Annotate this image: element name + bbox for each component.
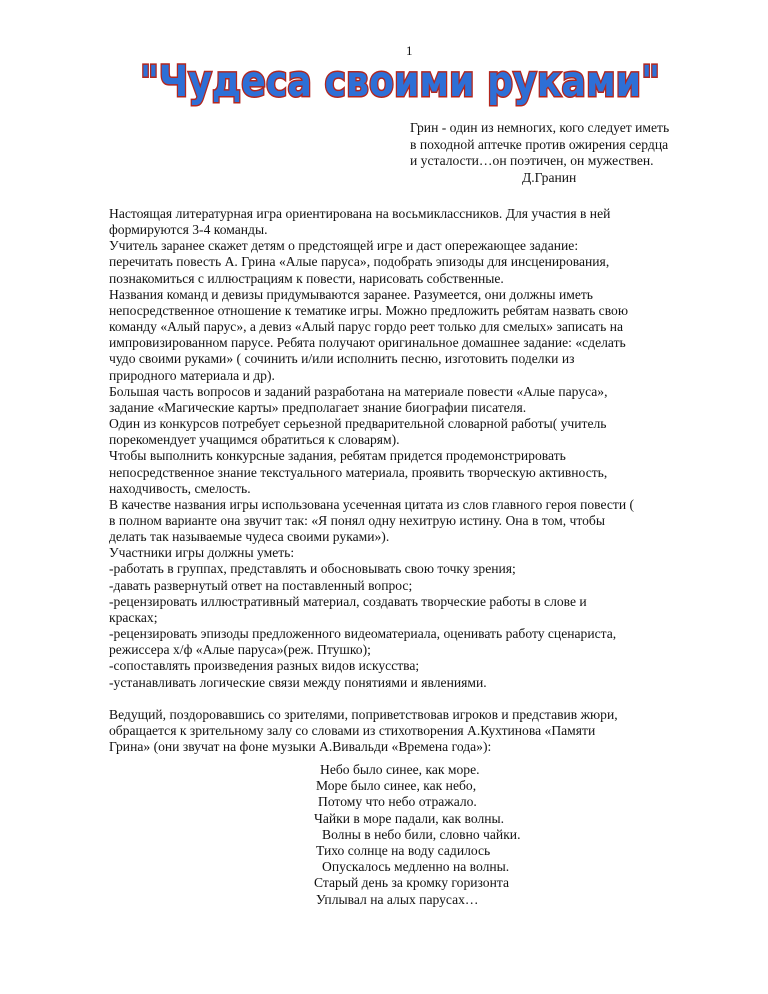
epigraph-author: Д.Гранин: [522, 169, 577, 185]
poem-line: Старый день за кромку горизонта: [314, 875, 510, 891]
paragraph-line: обращается к зрительному залу со словами из стихотворения А.Кухтинова «Памяти: [109, 722, 596, 738]
epigraph-line: и усталости…он поэтичен, он мужествен.: [410, 153, 654, 168]
paragraph-gap: [109, 691, 739, 707]
paragraph-line: познакомиться с иллюстрациям к повести, нарисовать собственные.: [109, 270, 504, 286]
paragraph-line: Названия команд и девизы придумываются заранее. Разумеется, они должны иметь: [109, 286, 593, 302]
paragraph-line: -сопоставлять произведения разных видов искусства;: [109, 658, 420, 674]
poem-line: Опускалось медленно на волны.: [322, 859, 510, 875]
paragraph-line: делать так называемые чудеса своими руками»).: [109, 529, 390, 545]
epigraph-line: в походной аптечке против ожирения сердца: [410, 136, 669, 152]
paragraph-line: Грина» (они звучат на фоне музыки А.Вивальди «Времена года»):: [109, 739, 492, 754]
paragraph-line: команду «Алый парус», а девиз «Алый парус гордо реет только для смелых» записать на: [109, 319, 624, 335]
paragraph-line: непосредственное знание текстуального материала, проявить творческую активность,: [109, 464, 608, 480]
paragraph-line: Участники игры должны уметь:: [109, 545, 295, 561]
paragraph-line: режиссера х/ф «Алые паруса»(реж. Птушко);: [109, 642, 371, 658]
paragraph-line: красках;: [109, 609, 158, 625]
paragraph-line: непосредственное отношение к тематике игры. Можно предложить ребятам назвать свою: [109, 302, 628, 318]
paragraph-line: задание «Магические карты» предполагает знание биографии писателя.: [109, 399, 527, 415]
page-title-text: "Чудеса своими руками": [140, 57, 660, 107]
paragraph-line: природного материала и др).: [109, 367, 275, 383]
paragraph-line: Настоящая литературная игра ориентирована на восьмиклассников. Для участия в ней: [109, 206, 611, 221]
page-number: 1: [406, 43, 413, 58]
epigraph-line: Грин - один из немногих, кого следует иметь: [410, 120, 670, 135]
paragraph-line: импровизированном парусе. Ребята получают оригинальное домашнее задание: «сделать: [109, 335, 626, 351]
paragraph-line: формируются 3-4 команды.: [109, 222, 268, 238]
paragraph-line: -давать развернутый ответ на поставленный вопрос;: [109, 577, 413, 593]
paragraph-line: Большая часть вопросов и заданий разработана на материале повести «Алые паруса»,: [109, 383, 608, 399]
page-title: [120, 52, 680, 108]
paragraph-line: Один из конкурсов потребует серьезной предварительной словарной работы( учитель: [109, 416, 607, 432]
paragraph-line: Учитель заранее скажет детям о предстоящей игре и даст опережающее задание:: [109, 238, 579, 254]
paragraph-line: -рецензировать эпизоды предложенного видеоматериала, оценивать работу сценариста,: [109, 626, 617, 642]
paragraph-line: перечитать повесть А. Грина «Алые паруса», подобрать эпизоды для инсценирования,: [109, 254, 610, 270]
paragraph-line: находчивость, смелость.: [109, 480, 251, 496]
poem-line: Тихо солнце на воду садилось: [316, 843, 491, 859]
paragraph-line: в полном варианте она звучит так: «Я понял одну нехитрую истину. Она в том, чтобы: [109, 512, 605, 528]
poem-line: Небо было синее, как море.: [320, 762, 480, 777]
main-text: [109, 206, 739, 755]
poem-line: Уплывал на алых парусах…: [316, 891, 479, 907]
poem-line: Море было синее, как небо,: [316, 778, 477, 794]
paragraph-line: В качестве названия игры использована усеченная цитата из слов главного героя повести (: [109, 496, 635, 512]
page-title-wordart: [120, 52, 680, 108]
paragraph-line: Ведущий, поздоровавшись со зрителями, поприветствовав игроков и представив жюри,: [109, 706, 618, 722]
paragraph-line: -рецензировать иллюстративный материал, создавать творческие работы в слове и: [109, 593, 587, 609]
paragraph-line: чудо своими руками» ( сочинить и/или исполнить песню, изготовить поделки из: [109, 351, 575, 367]
paragraph-line: -работать в группах, представлять и обосновывать свою точку зрения;: [109, 561, 516, 577]
poem: [312, 762, 520, 908]
poem-line: Чайки в море падали, как волны.: [314, 810, 505, 826]
paragraph-line: -устанавливать логические связи между понятиями и явлениями.: [109, 674, 487, 690]
epigraph: [410, 120, 750, 186]
paragraph-line: Чтобы выполнить конкурсные задания, ребятам придется продемонстрировать: [109, 448, 566, 464]
poem-line: Потому что небо отражало.: [318, 794, 477, 810]
paragraph-line: порекомендует учащимся обратиться к словарям).: [109, 432, 400, 448]
poem-line: Волны в небо били, словно чайки.: [322, 826, 521, 842]
